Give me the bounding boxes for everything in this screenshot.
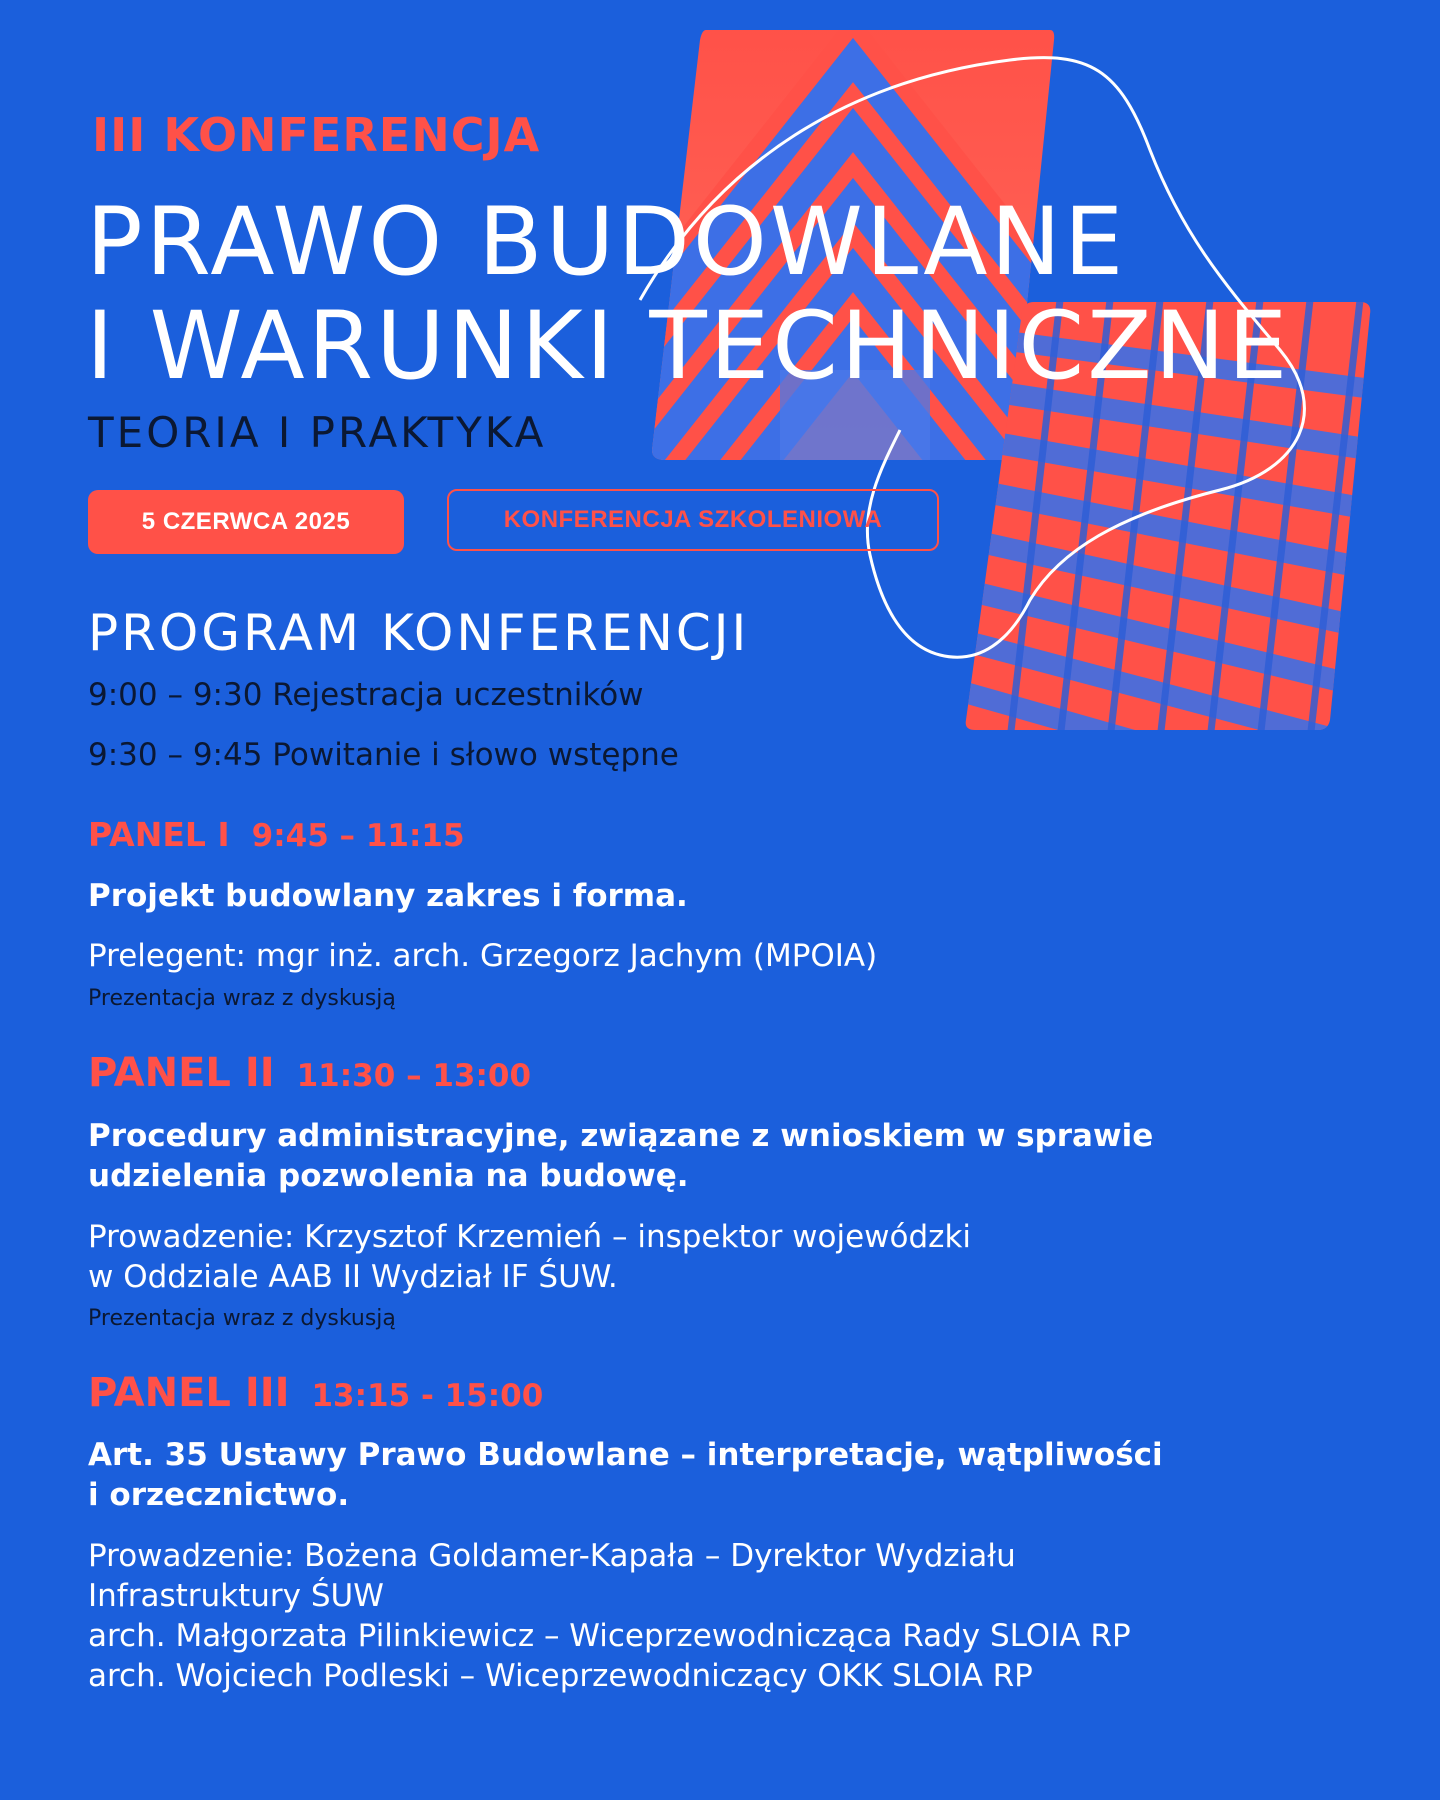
topic-line: udzielenia pozwolenia na budowę. bbox=[88, 1158, 689, 1194]
panel-1-header bbox=[88, 815, 465, 854]
event-type-badge: KONFERENCJA SZKOLENIOWA bbox=[447, 489, 939, 551]
panel-1-topic bbox=[88, 876, 688, 916]
date-badge: 5 CZERWCA 2025 bbox=[88, 490, 404, 554]
schedule-item: 9:30 – 9:45 Powitanie i słowo wstępne bbox=[88, 737, 679, 773]
panel-2-header bbox=[88, 1050, 531, 1096]
speaker-line: Prowadzenie: Bożena Goldamer-Kapała – Dyrektor Wydziału bbox=[88, 1538, 1016, 1574]
program-title: PROGRAM KONFERENCJI bbox=[88, 604, 750, 662]
panel-3-topic bbox=[88, 1435, 1163, 1515]
schedule-item: 9:00 – 9:30 Rejestracja uczestników bbox=[88, 677, 644, 713]
panel-2-speaker bbox=[88, 1217, 971, 1297]
speaker-line: Prowadzenie: Krzysztof Krzemień – inspektor wojewódzki bbox=[88, 1219, 972, 1255]
speaker-line: arch. Wojciech Podleski – Wiceprzewodniczący OKK SLOIA RP bbox=[88, 1658, 1033, 1694]
panel-1-note: Prezentacja wraz z dyskusją bbox=[88, 986, 396, 1011]
panel-name: PANEL I bbox=[88, 815, 230, 854]
panel-2-note: Prezentacja wraz z dyskusją bbox=[88, 1306, 396, 1331]
title-line-1: PRAWO BUDOWLANE bbox=[86, 188, 1127, 297]
speaker-line: arch. Małgorzata Pilinkiewicz – Wiceprzewodnicząca Rady SLOIA RP bbox=[88, 1618, 1131, 1654]
subtitle: TEORIA I PRAKTYKA bbox=[88, 408, 547, 457]
speaker-line: Infrastruktury ŚUW bbox=[88, 1578, 384, 1614]
speaker-line: w Oddziale AAB II Wydział IF ŚUW. bbox=[88, 1259, 618, 1295]
panel-name: PANEL III bbox=[88, 1370, 290, 1416]
panel-time: 9:45 – 11:15 bbox=[251, 818, 465, 854]
topic-line: Procedury administracyjne, związane z wnioskiem w sprawie bbox=[88, 1118, 1154, 1154]
topic-line: i orzecznictwo. bbox=[88, 1477, 350, 1513]
panel-3-header bbox=[88, 1370, 543, 1416]
panel-time: 13:15 - 15:00 bbox=[311, 1378, 544, 1414]
speaker-line: Prelegent: mgr inż. arch. Grzegorz Jachym (MPOIA) bbox=[88, 938, 878, 974]
title-line-2: I WARUNKI TECHNICZNE bbox=[86, 292, 1291, 401]
conference-edition: III KONFERENCJA bbox=[92, 108, 541, 162]
topic-line: Projekt budowlany zakres i forma. bbox=[88, 878, 688, 914]
panel-time: 11:30 – 13:00 bbox=[296, 1058, 532, 1094]
panel-2-topic bbox=[88, 1116, 1153, 1196]
panel-3-speaker bbox=[88, 1536, 1131, 1696]
topic-line: Art. 35 Ustawy Prawo Budowlane – interpretacje, wątpliwości bbox=[88, 1437, 1163, 1473]
panel-1-speaker bbox=[88, 936, 877, 976]
panel-name: PANEL II bbox=[88, 1050, 275, 1096]
